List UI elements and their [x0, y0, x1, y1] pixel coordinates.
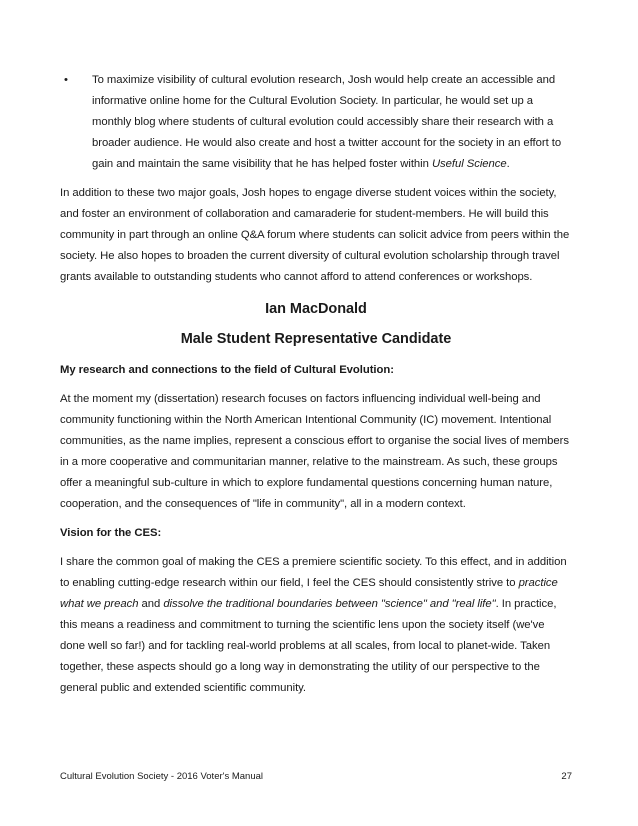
bullet-italic-text: Useful Science: [431, 158, 507, 170]
bullet-text-end: .: [506, 158, 510, 170]
research-heading: My research and connections to the field of Cultural Evolution:: [60, 364, 394, 376]
vision-italic-1: practice what we preach: [60, 577, 558, 610]
vision-heading: Vision for the CES:: [60, 527, 162, 539]
bullet-item: [60, 70, 572, 175]
research-paragraph: At the moment my (dissertation) research focuses on factors influencing individual well-being and community functioning within the North American Intentional Community (IC) movement. Intentional communities, as the name implies, represent a conscious effort to organise the social lives of members in a more cooperative and communitarian manner, relative to the mainstream. As such, these groups offer a meaningful sub-culture in which to explore fundamental questions concerning human nature, cooperation, and the consequences of "life in community", all in a modern context.: [60, 393, 569, 510]
vision-text-2: and: [138, 598, 164, 610]
vision-italic-2: dissolve the traditional boundaries between "science" and "real life": [163, 598, 496, 610]
page-content: [60, 70, 572, 707]
vision-text-3: . In practice, this means a readiness and commitment to turning the scientific lens upon the society itself (we've done well so far!) and for tackling real-world problems at all scales, from local to planet-wide. Taken together, these aspects should go a long way in demonstrating the utility of our perspective to the general public and extended scientific community.: [60, 598, 557, 694]
page-number: 27: [561, 771, 572, 782]
vision-text-1: I share the common goal of making the CES a premiere scientific society. To this effect, and in addition to enabling cutting-edge research within our field, I feel the CES should consistently strive to: [60, 556, 567, 589]
candidate-role: Male Student Representative Candidate: [180, 331, 452, 347]
goals-paragraph: In addition to these two major goals, Josh hopes to engage diverse student voices within the society, and foster an environment of collaboration and camaraderie for student-members. He will build this community in part through an online Q&A forum where students can solicit advice from peers within the society. He also hopes to broaden the current diversity of cultural evolution scholarship through travel grants available to outstanding students who cannot afford to attend conferences or workshops.: [60, 187, 570, 283]
footer-title: Cultural Evolution Society - 2016 Voter's Manual: [60, 771, 264, 782]
bullet-marker: •: [64, 74, 68, 86]
vision-paragraph: [60, 552, 572, 699]
candidate-name: Ian MacDonald: [265, 301, 367, 317]
bullet-text: To maximize visibility of cultural evolution research, Josh would help create an accessible and informative online home for the Cultural Evolution Society. In particular, he would set up a monthly blog where students of cultural evolution could accessibly share their research with a broader audience. He would also create and host a twitter account for the society in an effort to gain and maintain the same visibility that he has helped foster within: [92, 74, 562, 170]
